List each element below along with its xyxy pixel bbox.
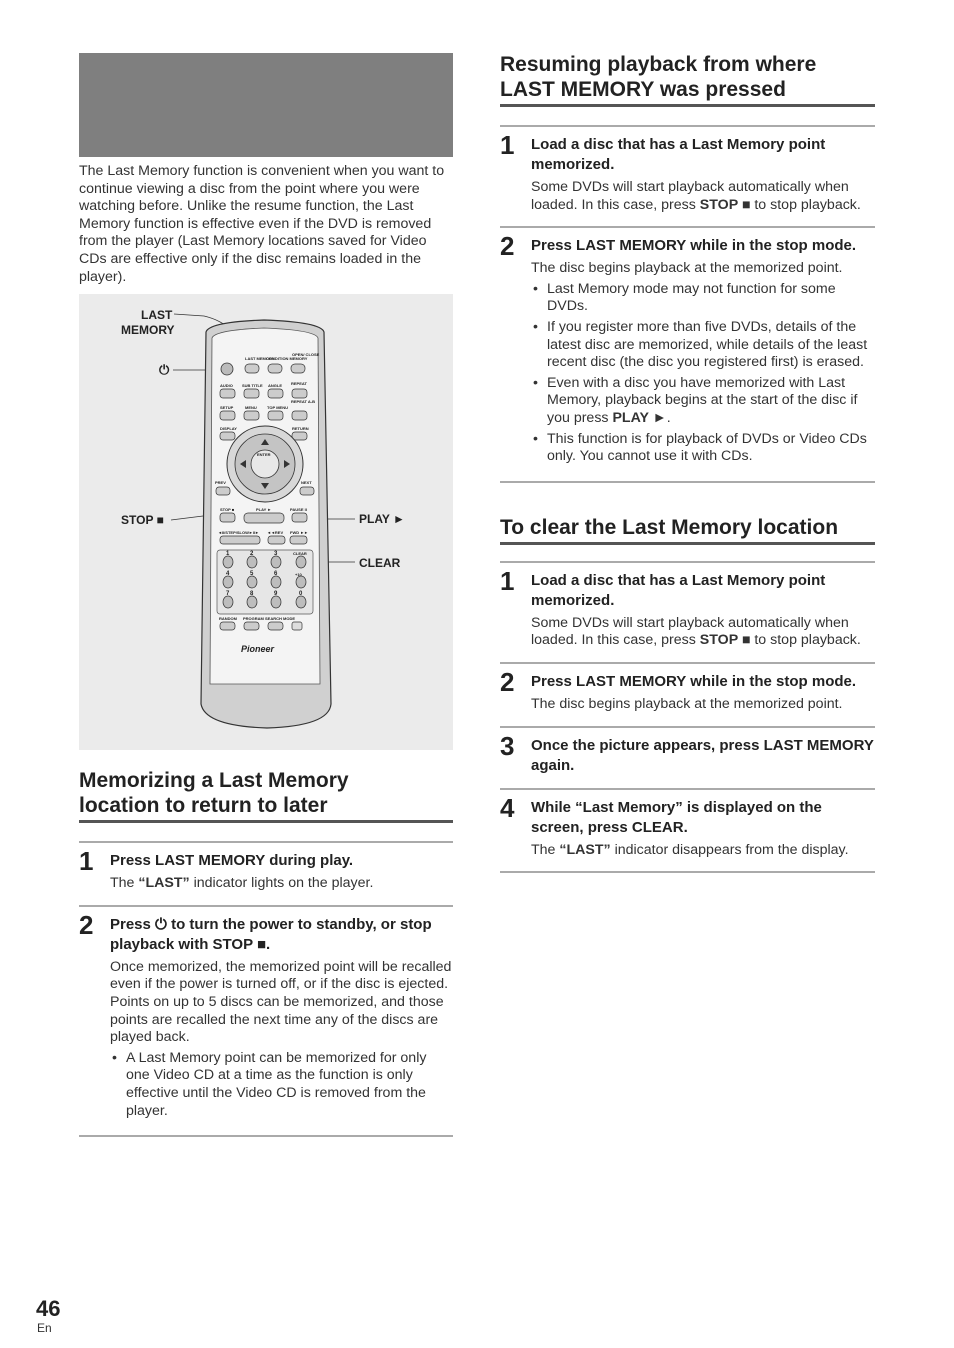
- remote-label-prev: PREV: [215, 480, 226, 486]
- remote-label-enter: ENTER: [257, 452, 271, 458]
- remote-digit: 1: [226, 551, 230, 558]
- clear-step-2: [500, 662, 875, 726]
- clear-step-1: [500, 561, 875, 662]
- label-stop: STOP ■: [121, 513, 164, 528]
- step-body: The “LAST” indicator lights on the player.: [110, 875, 374, 892]
- right-column: [500, 52, 875, 873]
- step-body: The “LAST” indicator disappears from the display.: [531, 841, 849, 858]
- page-language: En: [37, 1321, 52, 1335]
- remote-label-search-mode: SEARCH MODE: [265, 616, 296, 622]
- step-body: The disc begins playback at the memorized point.: [531, 695, 843, 712]
- step-number: 4: [500, 792, 515, 823]
- remote-brand-logo: Pioneer: [241, 644, 275, 655]
- remote-digit: 7: [226, 591, 230, 598]
- remote-label-repeat-ab: REPEAT A-B: [291, 399, 315, 405]
- divider: [500, 871, 875, 873]
- label-memory: MEMORY: [121, 323, 175, 338]
- remote-digit: 5: [250, 571, 254, 578]
- list-item: • Even with a disc you have memorized with Last Memory, playback begins at the start of the disc if you press PLAY ►.: [531, 375, 875, 428]
- remote-label-play: PLAY ►: [256, 507, 272, 513]
- remote-label-clear: CLEAR: [293, 551, 307, 557]
- step-body: Some DVDs will start playback automatically when loaded. In this case, press STOP ■ to stop playback.: [531, 179, 861, 213]
- step-title: While “Last Memory” is displayed on the screen, press CLEAR.: [531, 798, 822, 836]
- list-item: • This function is for playback of DVDs or Video CDs only. You cannot use it with CDs.: [531, 431, 875, 466]
- divider: [500, 481, 875, 483]
- memorize-step-2: [79, 905, 453, 1135]
- step-bullets: [531, 281, 875, 466]
- remote-label-condition-memory: CONDITION MEMORY: [266, 356, 308, 362]
- remote-label-menu: MENU: [245, 405, 257, 411]
- page-number: 46: [36, 1296, 61, 1321]
- remote-label-setup: SETUP: [220, 405, 234, 411]
- step-title: Press LAST MEMORY while in the stop mode.: [531, 237, 857, 255]
- label-power: ⏻: [159, 362, 170, 378]
- remote-label-rev: ◄◄REV: [267, 530, 284, 536]
- step-title: Once the picture appears, press LAST MEMORY again.: [531, 736, 874, 774]
- section-title-clear: To clear the Last Memory location: [500, 515, 875, 545]
- remote-label-pause: PAUSE II: [290, 507, 307, 513]
- step-title: Press LAST MEMORY while in the stop mode.: [531, 672, 857, 690]
- list-item: • Last Memory mode may not function for some DVDs.: [531, 281, 875, 316]
- remote-digit: 0: [299, 591, 303, 598]
- step-body: Some DVDs will start playback automatically when loaded. In this case, press STOP ■ to stop playback.: [531, 614, 861, 649]
- remote-label-plus10: +10: [295, 572, 302, 578]
- intro-text: The Last Memory function is convenient when you want to continue viewing a disc from the point where you were watching before. Unlike the resume function, the Last Memory function is effective even if the DVD is removed from the player (Last Memory locations saved for Video CDs are effective only if the disc remains loaded in the player).: [79, 163, 445, 285]
- remote-label-step-slow: ◄II/STEP/SLOW►II►: [218, 530, 259, 536]
- step-number: 2: [79, 909, 94, 940]
- remote-digit: 3: [274, 551, 278, 558]
- remote-label-fwd: FWD ►►: [290, 530, 309, 536]
- remote-label-repeat: REPEAT: [291, 381, 307, 387]
- step-number: 1: [79, 846, 94, 877]
- resume-step-1: [500, 125, 875, 226]
- step-title: Load a disc that has a Last Memory point memorized.: [531, 136, 826, 173]
- step-number: 1: [500, 130, 515, 160]
- step-number: 1: [500, 565, 515, 596]
- step-title: Load a disc that has a Last Memory point memorized.: [531, 571, 826, 609]
- remote-label-stop: STOP ■: [220, 507, 235, 513]
- remote-digit: 9: [274, 591, 278, 598]
- step-body: The disc begins playback at the memorized point.: [531, 260, 843, 277]
- memorize-step-1: [79, 841, 453, 905]
- step-number: 2: [500, 231, 515, 262]
- remote-digit: 8: [250, 591, 254, 598]
- remote-label-next: NEXT: [301, 480, 312, 486]
- step-title: Press ⏻ to turn the power to standby, or stop playback with STOP ■.: [110, 915, 432, 953]
- power-icon: ⏻: [155, 915, 167, 933]
- label-last: LAST: [141, 308, 173, 323]
- remote-label-return: RETURN: [292, 426, 309, 432]
- remote-label-top-menu: TOP MENU: [267, 405, 288, 411]
- list-item: • A Last Memory point can be memorized for only one Video CD at a time as the function is only effective until the Video CD is removed from the player.: [110, 1050, 453, 1120]
- remote-illustration: [79, 294, 453, 750]
- step-number: 2: [500, 666, 515, 697]
- divider: [79, 1135, 453, 1137]
- remote-digit: 2: [250, 551, 254, 558]
- list-item: • If you register more than five DVDs, details of the latest disc are memorized, while details of the least recent disc (the disc you registered first) is erased.: [531, 319, 875, 372]
- remote-digit: 4: [226, 571, 230, 578]
- section-title-resuming: Resuming playback from where LAST MEMORY was pressed: [500, 52, 875, 107]
- section-title-memorizing: Memorizing a Last Memory location to return to later: [79, 768, 453, 823]
- step-title: Press LAST MEMORY during play.: [110, 852, 354, 870]
- remote-label-subtitle: SUB TITLE: [242, 383, 263, 389]
- clear-step-3: [500, 726, 875, 788]
- label-play: PLAY ►: [359, 512, 405, 527]
- section-header-bar: [79, 53, 453, 157]
- remote-label-display: DISPLAY: [220, 426, 237, 432]
- label-clear: CLEAR: [359, 556, 401, 571]
- resume-step-2: [500, 226, 875, 481]
- remote-drawing: [79, 294, 453, 750]
- remote-label-random: RANDOM: [219, 616, 237, 622]
- remote-label-audio: AUDIO: [220, 383, 233, 389]
- left-column: [79, 53, 453, 1137]
- step-body: Once memorized, the memorized point will be recalled even if the power is turned off, or if the disc is ejected. Points on up to 5 discs can be memorized, and those points are recalled the next time any of the discs are played back.: [110, 958, 452, 1046]
- step-bullets: [110, 1050, 453, 1120]
- step-number: 3: [500, 730, 515, 761]
- remote-label-open-close: OPEN/ CLOSE: [292, 352, 320, 358]
- clear-step-4: [500, 788, 875, 872]
- remote-label-program: PROGRAM: [243, 616, 264, 622]
- remote-label-last-memory: LAST MEMORY: [245, 356, 275, 362]
- remote-label-angle: ANGLE: [268, 383, 282, 389]
- remote-digit: 6: [274, 571, 278, 578]
